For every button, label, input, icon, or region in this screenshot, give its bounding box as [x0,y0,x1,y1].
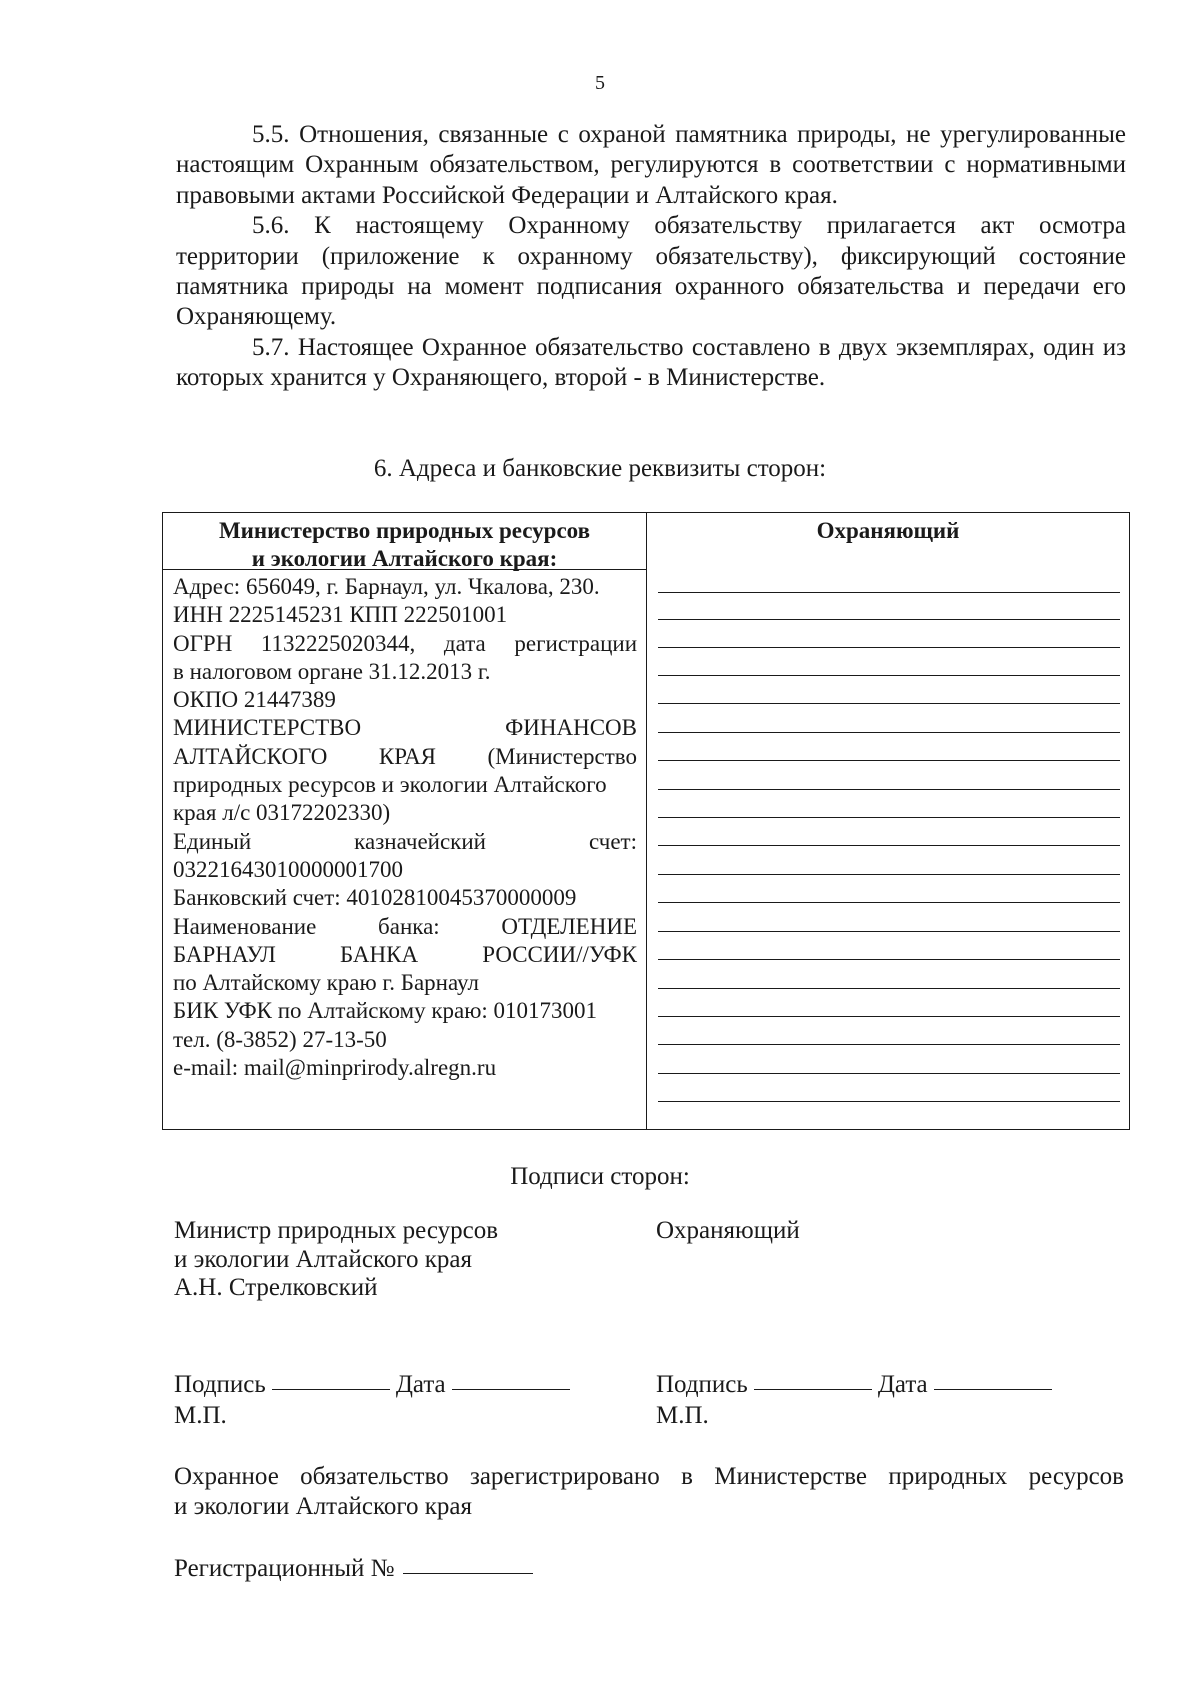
blank-line[interactable] [658,1044,1120,1045]
clause-5-6: 5.6. К настоящему Охранному обязательству прилагается акт осмотра территории (приложение к охранному обязательству), фиксирующий состояние памятника природы на момент подписания охранного обязательства и передачи его Охраняющему. [176,212,1126,331]
requisite-ogrn: ОГРН 1132225020344, дата регистрации [173,630,637,656]
requisite-personal-account: края л/с 03172202330) [173,800,391,826]
blank-line[interactable] [658,1016,1120,1017]
blank-line[interactable] [658,1101,1120,1102]
seal-placeholder-right: М.П. [656,1402,709,1429]
guardian-signatory [656,1217,800,1246]
blank-line[interactable] [658,845,1120,846]
guardian-title: Охраняющий [656,1217,800,1244]
minister-signatory [174,1217,498,1303]
seal-placeholder-left: М.П. [174,1402,227,1429]
page-number: 5 [595,72,605,94]
clauses-section [176,120,1126,394]
clause-5-5: 5.5. Отношения, связанные с охраной памятника природы, не урегулированные настоящим Охранным обязательством, регулируются в соответствии с нормативными правовыми актами Российской Федерации и Алтайского края. [176,121,1126,209]
requisite-bank-account: Банковский счет: 40102810045370000009 [173,885,577,911]
minister-signature-row [174,1370,576,1400]
ministry-column-header [163,517,646,573]
minister-name: А.Н. Стрелковский [174,1274,378,1301]
minister-title-line1: Министр природных ресурсов [174,1217,499,1244]
requisite-bank-name-label: Наименование банка: ОТДЕЛЕНИЕ [173,913,637,939]
registration-number-label: Регистрационный № [174,1555,395,1582]
date-blank[interactable] [934,1389,1052,1390]
signature-label: Подпись [174,1371,266,1398]
blank-line[interactable] [658,988,1120,989]
blank-line[interactable] [658,703,1120,704]
signature-blank[interactable] [754,1389,872,1390]
requisite-ministry-finance: МИНИСТЕРСТВО ФИНАНСОВ [173,715,637,741]
requisite-altai-krai: АЛТАЙСКОГО КРАЯ (Министерство [173,743,637,769]
signatures-heading: Подписи сторон: [510,1163,690,1190]
registration-number [174,1555,533,1583]
requisite-ministry-name: природных ресурсов и экологии Алтайского [173,772,607,798]
guardian-column-header: Охраняющий [816,518,960,543]
blank-line[interactable] [658,931,1120,932]
date-label: Дата [395,1371,446,1398]
signature-blank[interactable] [272,1389,390,1390]
ministry-header-line1: Министерство природных ресурсов [218,518,591,543]
blank-line[interactable] [658,760,1120,761]
blank-line[interactable] [658,1073,1120,1074]
date-label: Дата [877,1371,928,1398]
registration-line2: и экологии Алтайского края [174,1493,472,1520]
requisite-email: e-mail: mail@minprirody.alregn.ru [173,1055,497,1081]
requisite-inn-kpp: ИНН 2225145231 КПП 222501001 [173,602,508,628]
registration-statement [174,1462,1124,1522]
requisite-bank-name: БАРНАУЛ БАНКА РОССИИ//УФК [173,941,637,967]
blank-line[interactable] [658,675,1120,676]
blank-line[interactable] [658,874,1120,875]
requisites-table [162,512,1130,1130]
blank-line[interactable] [658,959,1120,960]
registration-line1: Охранное обязательство зарегистрировано в Министерстве природных ресурсов [174,1463,1124,1490]
ministry-header-line2: и экологии Алтайского края: [251,546,558,571]
blank-line[interactable] [658,592,1120,593]
requisite-treasury-account: 03221643010000001700 [173,856,403,882]
requisite-okpo: ОКПО 21447389 [173,687,336,713]
date-blank[interactable] [452,1389,570,1390]
blank-line[interactable] [658,789,1120,790]
blank-line[interactable] [658,619,1120,620]
column-divider [646,513,647,1129]
clause-5-7: 5.7. Настоящее Охранное обязательство составлено в двух экземплярах, один из которых хранится у Охраняющего, второй - в Министерстве. [176,333,1126,392]
requisite-treasury-account-label: Единый казначейский счет: [173,828,637,854]
requisite-phone: тел. (8-3852) 27-13-50 [173,1026,387,1052]
requisite-tax-registration: в налоговом органе 31.12.2013 г. [173,658,491,684]
requisite-bik: БИК УФК по Алтайскому краю: 010173001 [173,998,598,1024]
requisite-bank-city: по Алтайскому краю г. Барнаул [173,970,479,996]
guardian-blank-lines [658,513,1120,1129]
blank-line[interactable] [658,647,1120,648]
ministry-requisites [173,573,637,1082]
signature-label: Подпись [656,1371,748,1398]
guardian-signature-row [656,1370,1058,1400]
requisite-address: Адрес: 656049, г. Барнаул, ул. Чкалова, 230. [173,574,600,599]
section-6-heading: 6. Адреса и банковские реквизиты сторон: [373,455,827,482]
blank-line[interactable] [658,817,1120,818]
minister-title-line2: и экологии Алтайского края [174,1245,472,1273]
registration-number-blank[interactable] [403,1573,533,1574]
blank-line[interactable] [658,902,1120,903]
blank-line[interactable] [658,732,1120,733]
